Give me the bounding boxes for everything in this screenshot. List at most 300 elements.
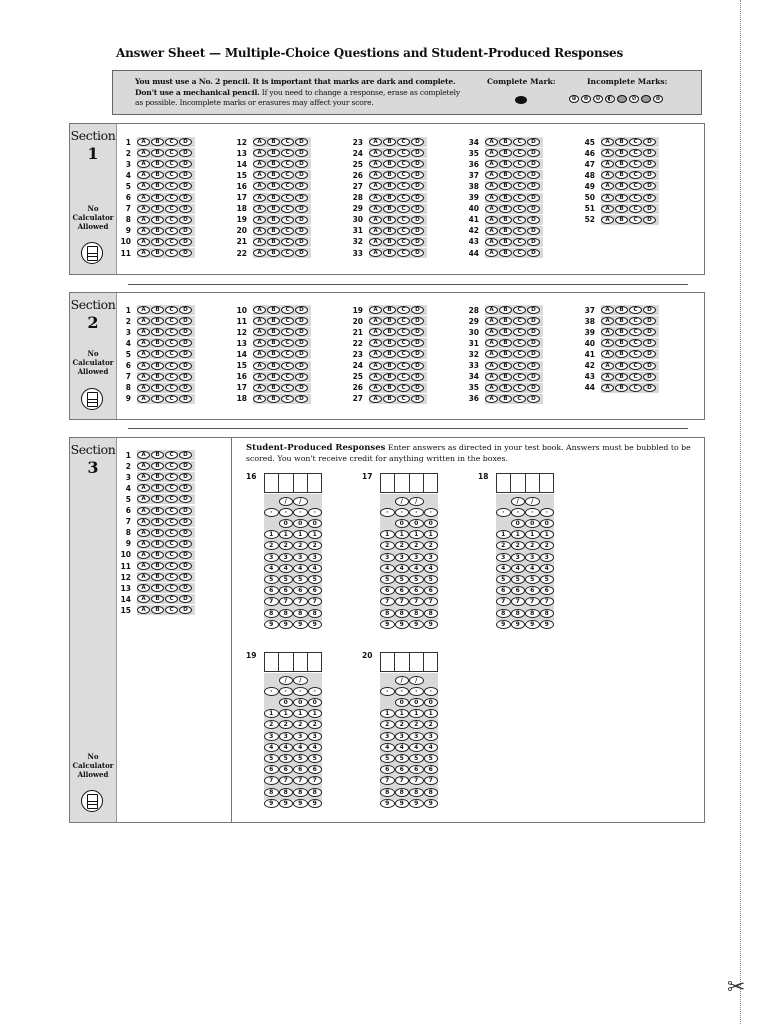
answer-bubble-d[interactable]: D (295, 171, 308, 179)
answer-bubble-d[interactable]: D (411, 306, 424, 314)
answer-bubble-a[interactable]: A (137, 249, 150, 257)
answer-bubble-c[interactable]: C (397, 395, 410, 403)
answer-bubble-b[interactable]: B (499, 350, 512, 358)
grid-bubble[interactable]: 2 (293, 720, 308, 729)
answer-bubble-a[interactable]: A (253, 227, 266, 235)
answer-bubble-a[interactable]: A (137, 495, 150, 503)
answer-bubble-d[interactable]: D (643, 160, 656, 168)
write-box[interactable] (409, 653, 423, 671)
answer-bubble-b[interactable]: B (615, 328, 628, 336)
answer-bubble-b[interactable]: B (151, 317, 164, 325)
grid-bubble[interactable]: 2 (409, 541, 424, 550)
answer-bubble-b[interactable]: B (499, 205, 512, 213)
grid-bubble[interactable]: 2 (279, 720, 294, 729)
grid-bubble[interactable]: 8 (293, 609, 308, 618)
answer-bubble-d[interactable]: D (179, 216, 192, 224)
answer-bubble-a[interactable]: A (137, 362, 150, 370)
grid-bubble[interactable]: 8 (279, 788, 294, 797)
answer-bubble-a[interactable]: A (253, 350, 266, 358)
answer-bubble-c[interactable]: C (165, 595, 178, 603)
grid-bubble[interactable]: 4 (525, 564, 540, 573)
answer-bubble-d[interactable]: D (643, 384, 656, 392)
answer-bubble-c[interactable]: C (513, 317, 526, 325)
answer-bubble-d[interactable]: D (411, 149, 424, 157)
answer-bubble-d[interactable]: D (411, 227, 424, 235)
answer-bubble-a[interactable]: A (601, 350, 614, 358)
answer-bubble-a[interactable]: A (137, 462, 150, 470)
answer-bubble-d[interactable]: D (527, 138, 540, 146)
answer-bubble-a[interactable]: A (137, 149, 150, 157)
answer-bubble-a[interactable]: A (601, 328, 614, 336)
answer-bubble-d[interactable]: D (643, 306, 656, 314)
answer-bubble-c[interactable]: C (397, 249, 410, 257)
answer-bubble-d[interactable]: D (643, 317, 656, 325)
answer-bubble-a[interactable]: A (253, 194, 266, 202)
grid-bubble[interactable]: 8 (424, 788, 439, 797)
grid-bubble[interactable]: 6 (279, 586, 294, 595)
answer-bubble-c[interactable]: C (513, 306, 526, 314)
grid-bubble[interactable]: 4 (496, 564, 511, 573)
answer-bubble-b[interactable]: B (499, 216, 512, 224)
answer-bubble-a[interactable]: A (253, 149, 266, 157)
answer-bubble-b[interactable]: B (383, 350, 396, 358)
answer-bubble-d[interactable]: D (179, 194, 192, 202)
grid-bubble[interactable]: 4 (380, 743, 395, 752)
answer-write-boxes[interactable] (264, 473, 322, 493)
grid-bubble[interactable]: 6 (424, 586, 439, 595)
answer-bubble-b[interactable]: B (267, 306, 280, 314)
answer-bubble-b[interactable]: B (151, 160, 164, 168)
answer-bubble-b[interactable]: B (267, 339, 280, 347)
answer-bubble-b[interactable]: B (267, 328, 280, 336)
grid-bubble[interactable]: 8 (525, 609, 540, 618)
answer-bubble-c[interactable]: C (629, 171, 642, 179)
answer-bubble-b[interactable]: B (267, 227, 280, 235)
grid-bubble[interactable]: 1 (279, 709, 294, 718)
answer-bubble-d[interactable]: D (411, 384, 424, 392)
grid-bubble[interactable]: 3 (525, 553, 540, 562)
grid-bubble[interactable]: 6 (293, 586, 308, 595)
grid-bubble[interactable]: 1 (540, 530, 555, 539)
answer-bubble-b[interactable]: B (383, 149, 396, 157)
grid-bubble[interactable]: 4 (380, 564, 395, 573)
answer-bubble-d[interactable]: D (179, 317, 192, 325)
answer-bubble-b[interactable]: B (383, 373, 396, 381)
grid-bubble[interactable]: · (424, 687, 439, 696)
answer-bubble-a[interactable]: A (253, 328, 266, 336)
answer-bubble-a[interactable]: A (253, 182, 266, 190)
answer-bubble-a[interactable]: A (137, 529, 150, 537)
write-box[interactable] (409, 474, 423, 492)
answer-bubble-b[interactable]: B (151, 551, 164, 559)
answer-bubble-b[interactable]: B (615, 171, 628, 179)
answer-bubble-c[interactable]: C (397, 339, 410, 347)
answer-bubble-c[interactable]: C (513, 182, 526, 190)
grid-bubble[interactable]: 9 (511, 620, 526, 629)
answer-bubble-c[interactable]: C (629, 350, 642, 358)
answer-bubble-c[interactable]: C (397, 138, 410, 146)
answer-bubble-d[interactable]: D (179, 339, 192, 347)
answer-bubble-d[interactable]: D (179, 462, 192, 470)
grid-bubble[interactable]: 3 (308, 553, 323, 562)
grid-bubble[interactable]: 2 (496, 541, 511, 550)
grid-bubble[interactable]: 2 (395, 720, 410, 729)
answer-bubble-b[interactable]: B (499, 227, 512, 235)
grid-bubble[interactable]: 4 (264, 743, 279, 752)
grid-bubble[interactable]: 3 (511, 553, 526, 562)
answer-bubble-d[interactable]: D (179, 495, 192, 503)
answer-bubble-c[interactable]: C (397, 306, 410, 314)
answer-bubble-c[interactable]: C (513, 249, 526, 257)
grid-bubble[interactable]: 4 (395, 564, 410, 573)
grid-bubble[interactable]: · (409, 508, 424, 517)
grid-bubble[interactable]: 4 (409, 743, 424, 752)
answer-write-boxes[interactable] (380, 652, 438, 672)
answer-bubble-b[interactable]: B (267, 171, 280, 179)
answer-bubble-a[interactable]: A (137, 384, 150, 392)
answer-bubble-a[interactable]: A (137, 339, 150, 347)
answer-bubble-c[interactable]: C (165, 138, 178, 146)
answer-bubble-c[interactable]: C (165, 518, 178, 526)
answer-bubble-c[interactable]: C (629, 205, 642, 213)
answer-bubble-c[interactable]: C (281, 227, 294, 235)
grid-bubble[interactable]: 9 (264, 620, 279, 629)
answer-bubble-a[interactable]: A (137, 160, 150, 168)
answer-bubble-b[interactable]: B (499, 362, 512, 370)
answer-bubble-d[interactable]: D (295, 160, 308, 168)
grid-bubble[interactable]: 1 (409, 530, 424, 539)
answer-bubble-d[interactable]: D (179, 373, 192, 381)
grid-bubble[interactable]: 5 (409, 575, 424, 584)
answer-bubble-b[interactable]: B (383, 306, 396, 314)
answer-bubble-b[interactable]: B (383, 238, 396, 246)
answer-bubble-b[interactable]: B (151, 339, 164, 347)
answer-bubble-d[interactable]: D (295, 238, 308, 246)
answer-bubble-c[interactable]: C (165, 373, 178, 381)
grid-bubble[interactable]: 5 (424, 575, 439, 584)
grid-bubble[interactable]: 1 (264, 709, 279, 718)
answer-bubble-c[interactable]: C (513, 339, 526, 347)
grid-bubble[interactable]: 6 (395, 765, 410, 774)
answer-bubble-d[interactable]: D (527, 238, 540, 246)
answer-bubble-b[interactable]: B (151, 350, 164, 358)
answer-bubble-c[interactable]: C (165, 362, 178, 370)
grid-bubble[interactable]: 0 (308, 519, 323, 528)
answer-bubble-c[interactable]: C (281, 171, 294, 179)
answer-bubble-a[interactable]: A (253, 160, 266, 168)
answer-bubble-a[interactable]: A (137, 194, 150, 202)
answer-bubble-b[interactable]: B (151, 529, 164, 537)
grid-bubble[interactable]: 4 (279, 564, 294, 573)
answer-bubble-a[interactable]: A (137, 227, 150, 235)
grid-bubble[interactable]: 6 (293, 765, 308, 774)
grid-bubble[interactable]: 7 (264, 597, 279, 606)
answer-bubble-a[interactable]: A (601, 205, 614, 213)
answer-bubble-b[interactable]: B (267, 138, 280, 146)
grid-bubble[interactable]: 2 (424, 541, 439, 550)
answer-bubble-d[interactable]: D (643, 350, 656, 358)
answer-bubble-b[interactable]: B (383, 227, 396, 235)
answer-bubble-a[interactable]: A (485, 317, 498, 325)
answer-bubble-d[interactable]: D (179, 540, 192, 548)
answer-bubble-a[interactable]: A (369, 306, 382, 314)
answer-bubble-d[interactable]: D (411, 182, 424, 190)
answer-bubble-c[interactable]: C (397, 160, 410, 168)
answer-bubble-b[interactable]: B (615, 160, 628, 168)
grid-bubble[interactable]: 0 (293, 698, 308, 707)
answer-bubble-c[interactable]: C (165, 606, 178, 614)
answer-bubble-c[interactable]: C (397, 238, 410, 246)
answer-bubble-a[interactable]: A (485, 362, 498, 370)
grid-bubble[interactable]: 3 (424, 553, 439, 562)
answer-bubble-b[interactable]: B (615, 317, 628, 325)
grid-bubble[interactable]: 7 (380, 776, 395, 785)
answer-bubble-a[interactable]: A (485, 238, 498, 246)
grid-bubble[interactable]: 2 (264, 720, 279, 729)
answer-bubble-c[interactable]: C (397, 317, 410, 325)
answer-bubble-a[interactable]: A (369, 384, 382, 392)
answer-bubble-d[interactable]: D (643, 171, 656, 179)
grid-bubble[interactable]: 4 (293, 564, 308, 573)
answer-bubble-b[interactable]: B (267, 238, 280, 246)
grid-bubble[interactable]: 0 (511, 519, 526, 528)
write-box[interactable] (278, 653, 292, 671)
answer-bubble-a[interactable]: A (485, 249, 498, 257)
answer-bubble-c[interactable]: C (513, 384, 526, 392)
answer-bubble-b[interactable]: B (383, 362, 396, 370)
answer-bubble-c[interactable]: C (397, 362, 410, 370)
answer-bubble-c[interactable]: C (165, 306, 178, 314)
grid-bubble[interactable]: 2 (293, 541, 308, 550)
grid-bubble[interactable]: 4 (279, 743, 294, 752)
grid-bubble[interactable]: · (293, 687, 308, 696)
answer-bubble-b[interactable]: B (383, 328, 396, 336)
answer-bubble-d[interactable]: D (295, 339, 308, 347)
answer-bubble-b[interactable]: B (383, 160, 396, 168)
answer-bubble-a[interactable]: A (369, 339, 382, 347)
answer-bubble-a[interactable]: A (485, 350, 498, 358)
answer-bubble-a[interactable]: A (369, 249, 382, 257)
answer-bubble-b[interactable]: B (151, 562, 164, 570)
answer-bubble-c[interactable]: C (513, 149, 526, 157)
answer-bubble-b[interactable]: B (499, 384, 512, 392)
answer-bubble-d[interactable]: D (179, 328, 192, 336)
answer-bubble-d[interactable]: D (179, 606, 192, 614)
answer-bubble-d[interactable]: D (411, 350, 424, 358)
answer-bubble-d[interactable]: D (527, 194, 540, 202)
grid-bubble[interactable]: 2 (308, 541, 323, 550)
grid-bubble[interactable]: 0 (409, 519, 424, 528)
grid-bubble[interactable]: / (395, 676, 410, 685)
answer-bubble-d[interactable]: D (295, 182, 308, 190)
grid-bubble[interactable]: 3 (496, 553, 511, 562)
answer-bubble-c[interactable]: C (397, 194, 410, 202)
answer-bubble-c[interactable]: C (165, 149, 178, 157)
answer-bubble-a[interactable]: A (137, 551, 150, 559)
answer-bubble-d[interactable]: D (295, 395, 308, 403)
answer-bubble-a[interactable]: A (137, 606, 150, 614)
grid-bubble[interactable]: 4 (424, 743, 439, 752)
grid-bubble[interactable]: 3 (380, 732, 395, 741)
write-box[interactable] (539, 474, 553, 492)
answer-bubble-c[interactable]: C (281, 205, 294, 213)
answer-bubble-a[interactable]: A (601, 384, 614, 392)
answer-bubble-a[interactable]: A (369, 138, 382, 146)
answer-bubble-a[interactable]: A (485, 205, 498, 213)
answer-bubble-d[interactable]: D (527, 317, 540, 325)
answer-bubble-a[interactable]: A (253, 306, 266, 314)
answer-bubble-c[interactable]: C (281, 317, 294, 325)
grid-bubble[interactable]: 6 (395, 586, 410, 595)
answer-bubble-c[interactable]: C (629, 216, 642, 224)
answer-bubble-c[interactable]: C (165, 194, 178, 202)
answer-bubble-a[interactable]: A (369, 317, 382, 325)
answer-bubble-d[interactable]: D (527, 306, 540, 314)
answer-bubble-d[interactable]: D (411, 362, 424, 370)
grid-bubble[interactable]: 7 (496, 597, 511, 606)
answer-bubble-d[interactable]: D (179, 249, 192, 257)
answer-bubble-c[interactable]: C (281, 350, 294, 358)
answer-bubble-a[interactable]: A (253, 362, 266, 370)
grid-bubble[interactable]: 7 (395, 776, 410, 785)
grid-bubble[interactable]: / (409, 497, 424, 506)
answer-bubble-a[interactable]: A (137, 451, 150, 459)
answer-bubble-b[interactable]: B (267, 249, 280, 257)
grid-bubble[interactable]: 6 (496, 586, 511, 595)
answer-bubble-b[interactable]: B (499, 138, 512, 146)
answer-bubble-c[interactable]: C (165, 171, 178, 179)
write-box[interactable] (394, 474, 408, 492)
answer-bubble-c[interactable]: C (397, 149, 410, 157)
grid-bubble[interactable]: 5 (279, 575, 294, 584)
answer-bubble-c[interactable]: C (165, 551, 178, 559)
answer-bubble-b[interactable]: B (615, 182, 628, 190)
answer-bubble-a[interactable]: A (485, 138, 498, 146)
answer-bubble-d[interactable]: D (179, 306, 192, 314)
grid-bubble[interactable]: 8 (308, 609, 323, 618)
grid-bubble[interactable]: 2 (424, 720, 439, 729)
answer-bubble-a[interactable]: A (601, 317, 614, 325)
answer-bubble-b[interactable]: B (267, 216, 280, 224)
grid-bubble[interactable]: 4 (540, 564, 555, 573)
grid-bubble[interactable]: · (409, 687, 424, 696)
answer-bubble-a[interactable]: A (137, 171, 150, 179)
answer-bubble-d[interactable]: D (527, 395, 540, 403)
answer-bubble-a[interactable]: A (369, 160, 382, 168)
grid-bubble[interactable]: 9 (409, 799, 424, 808)
answer-bubble-d[interactable]: D (527, 384, 540, 392)
grid-bubble[interactable]: · (395, 687, 410, 696)
answer-bubble-c[interactable]: C (281, 194, 294, 202)
answer-bubble-b[interactable]: B (267, 350, 280, 358)
answer-bubble-a[interactable]: A (369, 373, 382, 381)
answer-bubble-d[interactable]: D (295, 149, 308, 157)
grid-bubble[interactable]: 8 (264, 609, 279, 618)
grid-bubble[interactable]: 9 (380, 799, 395, 808)
answer-bubble-d[interactable]: D (643, 328, 656, 336)
grid-bubble[interactable]: 1 (264, 530, 279, 539)
answer-bubble-c[interactable]: C (513, 171, 526, 179)
answer-bubble-b[interactable]: B (615, 373, 628, 381)
grid-bubble[interactable]: 3 (395, 553, 410, 562)
write-box[interactable] (423, 653, 437, 671)
grid-bubble[interactable]: 5 (279, 754, 294, 763)
answer-bubble-b[interactable]: B (151, 473, 164, 481)
answer-bubble-b[interactable]: B (267, 384, 280, 392)
answer-bubble-b[interactable]: B (499, 249, 512, 257)
answer-bubble-d[interactable]: D (179, 238, 192, 246)
grid-bubble[interactable]: 9 (279, 620, 294, 629)
answer-bubble-a[interactable]: A (369, 216, 382, 224)
grid-bubble[interactable]: 8 (279, 609, 294, 618)
grid-bubble[interactable]: 4 (308, 564, 323, 573)
answer-bubble-c[interactable]: C (397, 205, 410, 213)
grid-bubble[interactable]: · (380, 508, 395, 517)
grid-bubble[interactable]: 8 (424, 609, 439, 618)
answer-bubble-c[interactable]: C (165, 484, 178, 492)
answer-bubble-b[interactable]: B (615, 339, 628, 347)
answer-bubble-a[interactable]: A (369, 149, 382, 157)
grid-bubble[interactable]: 2 (525, 541, 540, 550)
answer-bubble-d[interactable]: D (295, 350, 308, 358)
grid-bubble[interactable]: / (293, 676, 308, 685)
answer-bubble-d[interactable]: D (527, 227, 540, 235)
grid-bubble[interactable]: 0 (409, 698, 424, 707)
answer-bubble-c[interactable]: C (281, 373, 294, 381)
answer-bubble-b[interactable]: B (151, 484, 164, 492)
grid-bubble[interactable]: 3 (293, 553, 308, 562)
grid-bubble[interactable]: 1 (395, 709, 410, 718)
answer-bubble-a[interactable]: A (253, 238, 266, 246)
grid-bubble[interactable]: 0 (525, 519, 540, 528)
answer-bubble-b[interactable]: B (267, 205, 280, 213)
grid-bubble[interactable]: 6 (264, 586, 279, 595)
answer-bubble-c[interactable]: C (165, 238, 178, 246)
answer-bubble-a[interactable]: A (253, 205, 266, 213)
grid-bubble[interactable]: 3 (540, 553, 555, 562)
answer-bubble-b[interactable]: B (499, 194, 512, 202)
grid-bubble[interactable]: 5 (424, 754, 439, 763)
answer-bubble-d[interactable]: D (179, 362, 192, 370)
answer-bubble-b[interactable]: B (151, 194, 164, 202)
grid-bubble[interactable]: · (525, 508, 540, 517)
answer-bubble-d[interactable]: D (295, 306, 308, 314)
answer-bubble-d[interactable]: D (295, 194, 308, 202)
answer-bubble-a[interactable]: A (485, 384, 498, 392)
answer-bubble-c[interactable]: C (165, 529, 178, 537)
answer-bubble-d[interactable]: D (643, 194, 656, 202)
grid-bubble[interactable]: 3 (395, 732, 410, 741)
grid-bubble[interactable]: 8 (308, 788, 323, 797)
answer-bubble-b[interactable]: B (615, 205, 628, 213)
grid-bubble[interactable]: 6 (308, 586, 323, 595)
answer-bubble-a[interactable]: A (601, 182, 614, 190)
write-box[interactable] (423, 474, 437, 492)
answer-bubble-d[interactable]: D (295, 373, 308, 381)
answer-bubble-c[interactable]: C (513, 362, 526, 370)
write-box[interactable] (293, 474, 307, 492)
answer-bubble-b[interactable]: B (151, 507, 164, 515)
grid-bubble[interactable]: 6 (264, 765, 279, 774)
answer-bubble-a[interactable]: A (137, 350, 150, 358)
grid-bubble[interactable]: 1 (380, 709, 395, 718)
grid-bubble[interactable]: 3 (279, 732, 294, 741)
answer-write-boxes[interactable] (264, 652, 322, 672)
answer-bubble-d[interactable]: D (411, 171, 424, 179)
answer-bubble-b[interactable]: B (151, 328, 164, 336)
grid-bubble[interactable]: / (279, 676, 294, 685)
answer-bubble-d[interactable]: D (295, 362, 308, 370)
